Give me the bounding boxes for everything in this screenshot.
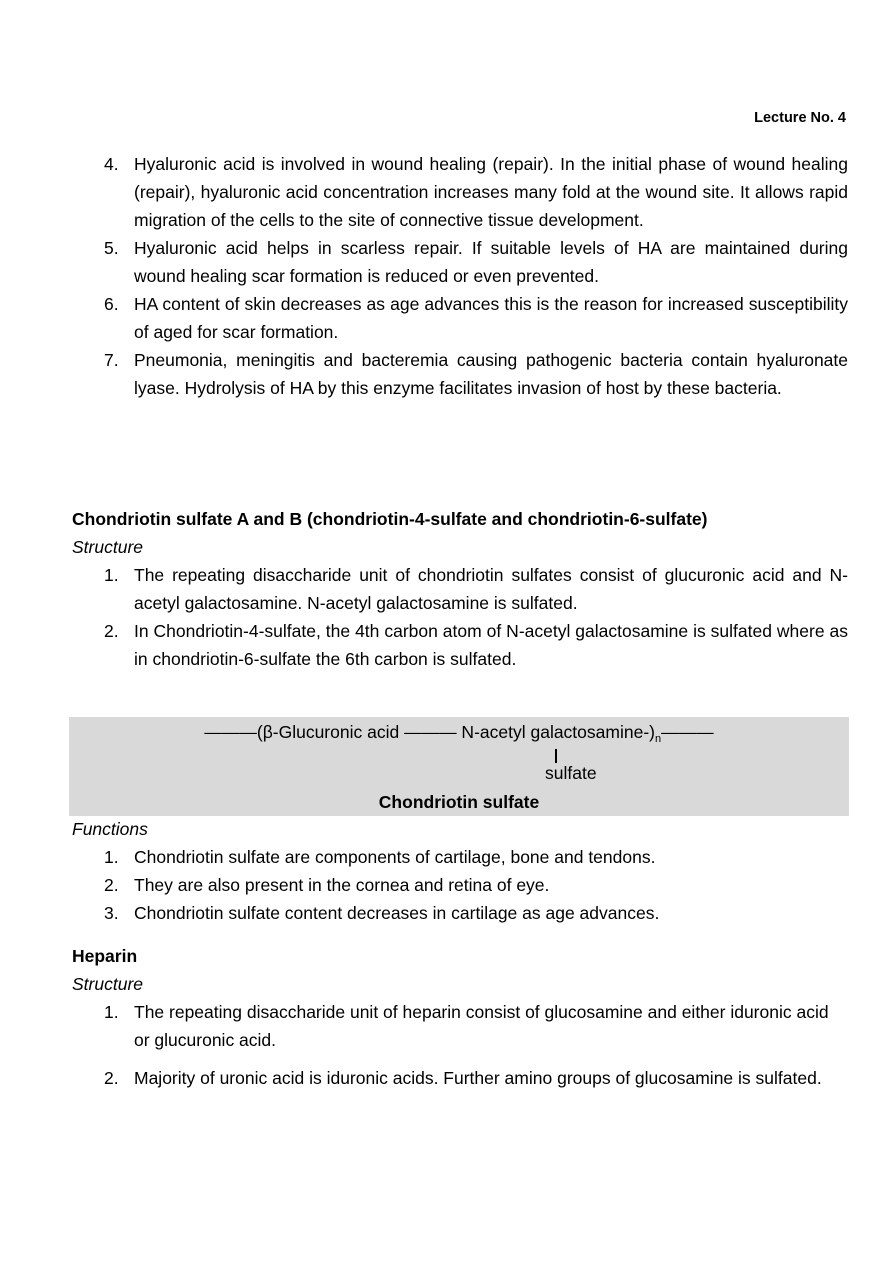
subheading-structure: Structure <box>72 537 143 557</box>
item-text: In Chondriotin-4-sulfate, the 4th carbon atom of N-acetyl galactosamine is sulfated where as in chondriotin-6-sulfate the 6th carbon is sulfated. <box>134 621 848 669</box>
item-number: 3. <box>104 903 119 923</box>
item-text: The repeating disaccharide unit of heparin consist of glucosamine and either iduronic acid or glucuronic acid. <box>134 1002 829 1050</box>
item-text: Hyaluronic acid helps in scarless repair. If suitable levels of HA are maintained during wound healing scar formation is reduced or even prevented. <box>134 238 848 286</box>
subheading-structure: Structure <box>72 974 143 994</box>
item-number: 6. <box>104 294 119 314</box>
list-item <box>72 1064 848 1092</box>
formula-tail: ——— <box>661 722 714 742</box>
list-item <box>72 843 848 871</box>
item-text: Majority of uronic acid is iduronic acids. Further amino groups of glucosamine is sulfated. <box>134 1068 822 1088</box>
heparin-section <box>72 942 848 1092</box>
item-number: 1. <box>104 1002 119 1022</box>
chondroitin-section <box>72 505 848 673</box>
item-text: Hyaluronic acid is involved in wound healing (repair). In the initial phase of wound healing (repair), hyaluronic acid concentration increases many fold at the wound site. It allows rapid migration of the cells to the site of connective tissue development. <box>134 154 848 230</box>
formula-subscript: n <box>654 733 662 745</box>
item-number: 2. <box>104 875 119 895</box>
item-text: HA content of skin decreases as age advances this is the reason for increased susceptibility of aged for scar formation. <box>134 294 848 342</box>
item-text: They are also present in the cornea and retina of eye. <box>134 875 550 895</box>
list-item <box>72 617 848 673</box>
formula-caption: Chondriotin sulfate <box>378 792 540 812</box>
list-item <box>72 346 848 402</box>
item-text: Pneumonia, meningitis and bacteremia causing pathogenic bacteria contain hyaluronate lyase. Hydrolysis of HA by this enzyme facilitates invasion of host by these bacteria. <box>134 350 848 398</box>
list-item <box>72 998 848 1054</box>
list-item <box>72 561 848 617</box>
item-text: Chondriotin sulfate content decreases in cartilage as age advances. <box>134 903 660 923</box>
list-item <box>72 899 848 927</box>
formula-chain: ———(β-Glucuronic acid ——— N-acetyl galactosamine-) <box>204 722 655 742</box>
subheading-functions: Functions <box>72 819 148 839</box>
chondroitin-functions-list <box>72 843 848 927</box>
ha-functions-list <box>72 150 848 402</box>
item-number: 1. <box>104 847 119 867</box>
heparin-structure-list <box>72 998 848 1092</box>
item-number: 7. <box>104 350 119 370</box>
item-text: The repeating disaccharide unit of chondriotin sulfates consist of glucuronic acid and N-acetyl galactosamine. N-acetyl galactosamine is sulfated. <box>134 565 848 613</box>
item-number: 2. <box>104 621 119 641</box>
ha-functions-section <box>72 150 848 402</box>
item-number: 1. <box>104 565 119 585</box>
chondroitin-structure-list <box>72 561 848 673</box>
list-item <box>72 290 848 346</box>
item-number: 5. <box>104 238 119 258</box>
formula-substituent: sulfate <box>545 763 597 783</box>
chondroitin-functions-section <box>72 815 848 927</box>
item-text: Chondriotin sulfate are components of cartilage, bone and tendons. <box>134 847 656 867</box>
item-number: 2. <box>104 1068 119 1088</box>
list-item <box>72 234 848 290</box>
lecture-number: Lecture No. 4 <box>754 110 846 126</box>
section-heading: Heparin <box>72 946 138 966</box>
list-item <box>72 150 848 234</box>
chondroitin-formula-box <box>69 717 849 816</box>
list-item <box>72 871 848 899</box>
section-heading: Chondriotin sulfate A and B (chondriotin-4-sulfate and chondriotin-6-sulfate) <box>72 509 708 529</box>
formula-repeating-unit <box>69 719 849 752</box>
item-number: 4. <box>104 154 119 174</box>
